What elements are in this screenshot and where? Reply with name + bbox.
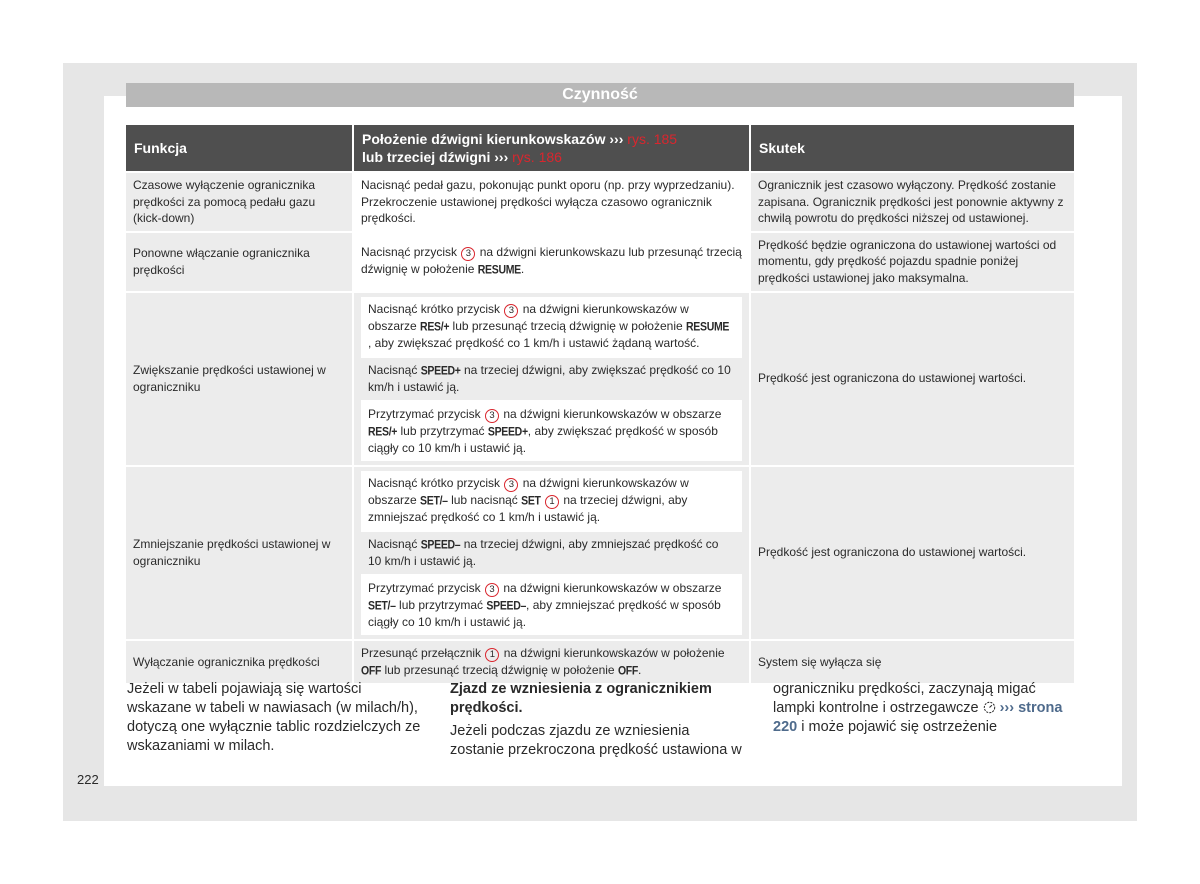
cell-skutek: Prędkość jest ograniczona do ustawionej wartości. (750, 466, 1074, 640)
cell-funkcja: Ponowne włączanie ogranicznika prędkości (126, 232, 353, 292)
cell-funkcja: Zwiększanie prędkości ustawionej w ograniczniku (126, 292, 353, 466)
table-row (126, 466, 1074, 640)
table-header-row (126, 125, 1074, 172)
section-title: Czynność (126, 83, 1074, 107)
figure-ref-185[interactable]: rys. 185 (627, 131, 678, 147)
table-row (126, 640, 1074, 685)
key-label: OFF (361, 663, 382, 678)
cell-polozenie: Nacisnąć pedał gazu, pokonując punkt oporu (np. przy wyprzedzaniu). Przekroczenie ustawionej prędkości wyłącza czasowo ogranicznik prędkości. (353, 172, 750, 232)
page-link[interactable]: strona 220 (773, 700, 1063, 735)
key-label: OFF (617, 663, 639, 678)
key-label: RESUME (477, 263, 521, 278)
button-1-icon: 1 (485, 648, 499, 662)
key-label: SET/– (368, 598, 396, 613)
speedometer-warning-icon (983, 701, 996, 714)
sub-step: Nacisnąć SPEED– na trzeciej dźwigni, aby zmniejszać prędkość co 10 km/h i ustawić ją. (361, 530, 742, 576)
button-3-icon: 3 (461, 247, 475, 261)
sub-step: Nacisnąć krótko przycisk 3 na dźwigni kierunkowskazów w obszarze SET/– lub nacisnąć SET 1 na trzeciej dźwigni, aby zmniejszać prędkość co 1 km/h i ustawić ją. (361, 471, 742, 530)
key-label: SPEED– (420, 537, 461, 552)
text-column-left: Jeżeli w tabeli pojawiają się wartości wskazane w tabeli w nawiasach (w milach/h), dotyczą one wyłącznie tablic rozdzielczych ze wskazaniami w milach. (127, 681, 421, 754)
cell-skutek: Ogranicznik jest czasowo wyłączony. Prędkość zostanie zapisana. Ogranicznik prędkości jest ponownie aktywny z chwilą powrotu do prędkości niższej od ustawionej. (750, 172, 1074, 232)
key-label: RES/+ (420, 319, 450, 334)
header-funkcja: Funkcja (126, 125, 353, 172)
cell-polozenie (353, 292, 750, 466)
speed-limiter-table (126, 125, 1074, 685)
cell-skutek: Prędkość będzie ograniczona do ustawionej wartości od momentu, gdy prędkość pojazdu spadnie poniżej prędkości ustawionej jako maksymalna. (750, 232, 1074, 292)
table-row (126, 292, 1074, 466)
sub-step: Przytrzymać przycisk 3 na dźwigni kierunkowskazów w obszarze RES/+ lub przytrzymać SPEED+, aby zwiększać prędkość w sposób ciągły co 10 km/h i ustawić ją. (361, 402, 742, 461)
button-3-icon: 3 (485, 583, 499, 597)
key-label: SPEED+ (487, 424, 528, 439)
key-label: SET/– (420, 493, 448, 508)
header-skutek: Skutek (750, 125, 1074, 172)
button-3-icon: 3 (504, 478, 518, 492)
text-column-middle: Zjazd ze wzniesienia z ogranicznikiem prędkości. Jeżeli podczas zjazdu ze wzniesienia zostanie przekroczona prędkość ustawiona w (450, 680, 745, 760)
button-3-icon: 3 (504, 304, 518, 318)
key-label: RES/+ (368, 424, 398, 439)
key-label: SET (521, 493, 541, 508)
sub-step: Nacisnąć SPEED+ na trzeciej dźwigni, aby zwiększać prędkość co 10 km/h i ustawić ją. (361, 356, 742, 402)
key-label: SPEED– (486, 598, 527, 613)
text-column-right: ograniczniku prędkości, zaczynają migać lampki kontrolne i ostrzegawcze ››› strona 220 i może pojawić się ostrzeżenie (773, 681, 1063, 735)
button-1-icon: 1 (545, 495, 559, 509)
button-3-icon: 3 (485, 409, 499, 423)
cell-skutek: System się wyłącza się (750, 640, 1074, 685)
sub-step: Nacisnąć krótko przycisk 3 na dźwigni kierunkowskazów w obszarze RES/+ lub przesunąć trzecią dźwignię w położenie RESUME , aby zwiększać prędkość co 1 km/h i ustawić żądaną wartość. (361, 297, 742, 356)
cell-polozenie: Nacisnąć przycisk 3 na dźwigni kierunkowskazu lub przesunąć trzecią dźwignię w położenie RESUME. (353, 232, 750, 292)
cell-polozenie (353, 466, 750, 640)
key-label: RESUME (686, 319, 730, 334)
figure-ref-186[interactable]: rys. 186 (512, 149, 562, 165)
key-label: SPEED+ (420, 363, 461, 378)
table-row (126, 172, 1074, 232)
cell-funkcja: Wyłączanie ogranicznika prędkości (126, 640, 353, 685)
sub-step: Przytrzymać przycisk 3 na dźwigni kierunkowskazów w obszarze SET/– lub przytrzymać SPEED–, aby zmniejszać prędkość w sposób ciągły co 10 km/h i ustawić ją. (361, 576, 742, 635)
cell-funkcja: Czasowe wyłączenie ogranicznika prędkości za pomocą pedału gazu (kick-down) (126, 172, 353, 232)
subsection-heading: Zjazd ze wzniesienia z ogranicznikiem prędkości. (450, 681, 712, 716)
header-polozenie: Położenie dźwigni kierunkowskazów ››› rys. 185 lub trzeciej dźwigni ››› rys. 186 (353, 125, 750, 172)
page-number: 222 (77, 772, 99, 787)
table-row (126, 232, 1074, 292)
cell-skutek: Prędkość jest ograniczona do ustawionej wartości. (750, 292, 1074, 466)
cell-polozenie: Przesunąć przełącznik 1 na dźwigni kierunkowskazów w położenie OFF lub przesunąć trzecią dźwignię w położenie OFF. (353, 640, 750, 685)
cell-funkcja: Zmniejszanie prędkości ustawionej w ograniczniku (126, 466, 353, 640)
